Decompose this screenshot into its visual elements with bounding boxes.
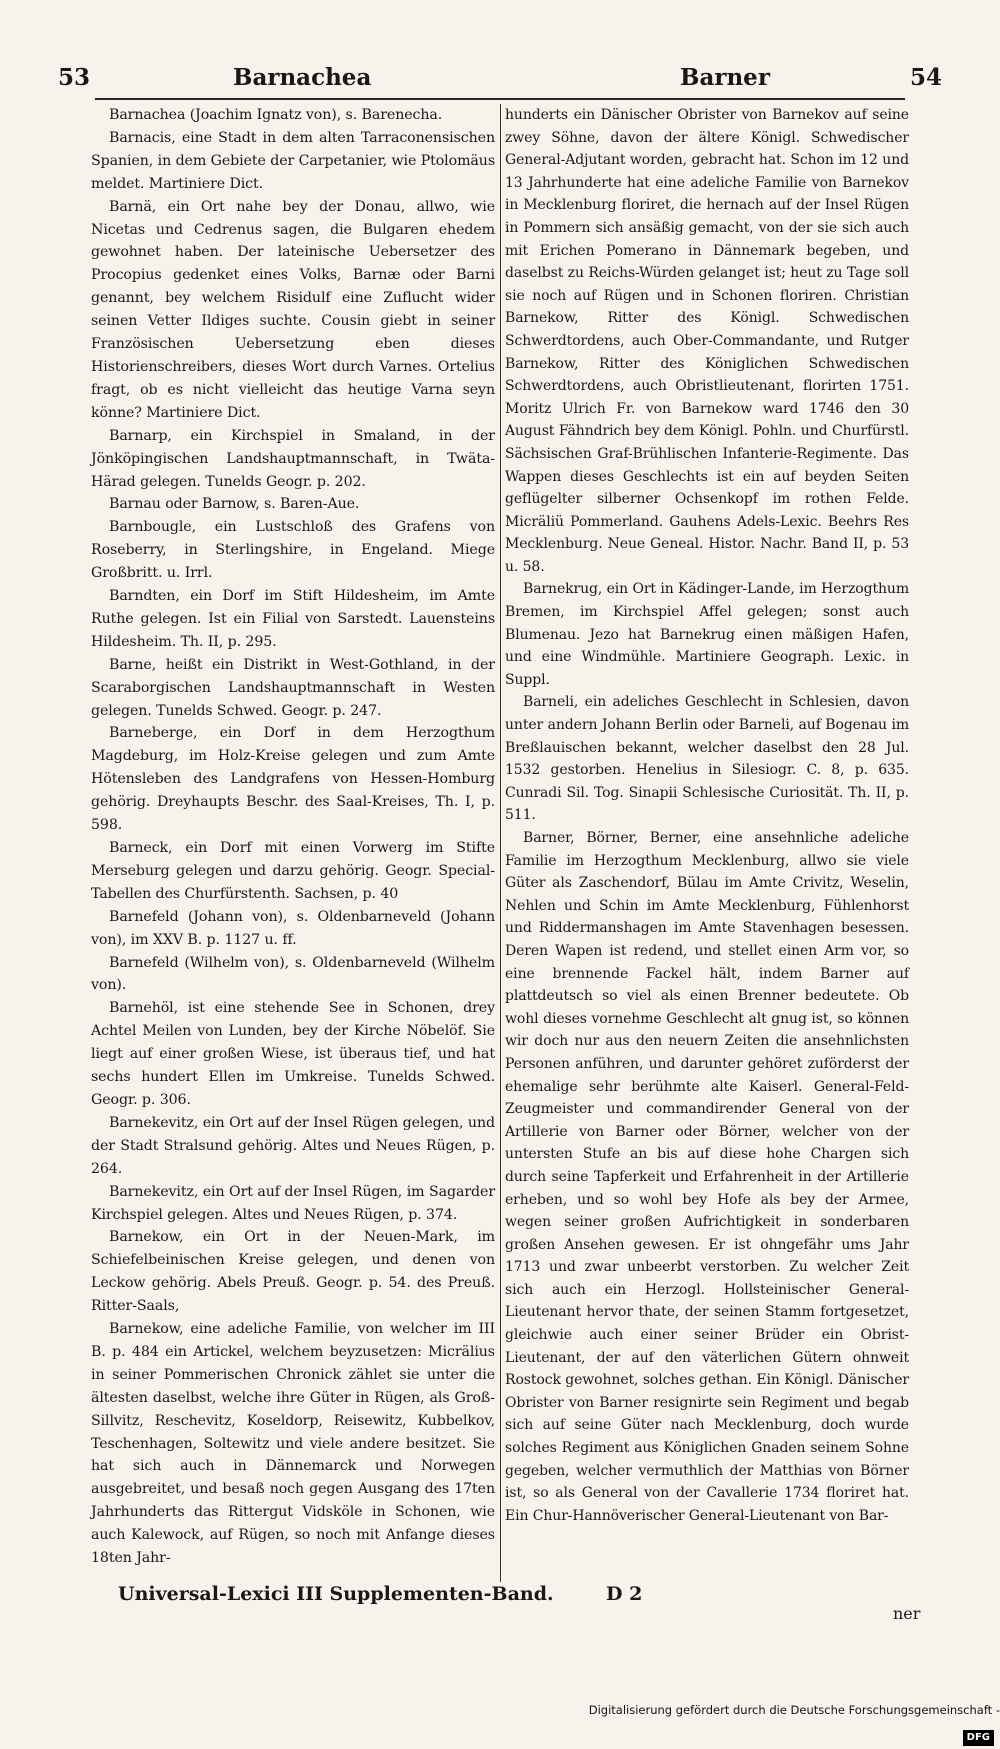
entry: Barneli, ein adeliches Geschlecht in Schlesien, davon unter andern Johann Berlin oder Barneli, auf Bogenau im Breßlauischen bekannt, welcher daselbst den 28 Jul. 1532 gestorben. Henelius in Silesiogr. C. 8, p. 635. Cunradi Sil. Tog. Sinapii Schlesische Curiosität. Th. II, p. 511. xyxy=(505,694,909,824)
volume-footer: Universal-Lexici III Supplementen-Band. xyxy=(118,1583,554,1605)
entry: Barnekevitz, ein Ort auf der Insel Rügen, im Sagarder Kirchspiel gelegen. Altes und Neues Rügen, p. 374. xyxy=(91,1183,495,1223)
page-number-left: 53 xyxy=(58,64,91,91)
dfg-logo-icon: DFG xyxy=(963,1730,994,1746)
entry: Barnä, ein Ort nahe bey der Donau, allwo, wie Nicetas und Cedrenus sagen, die Bulgaren ehedem gewohnet haben. Der lateinische Uebersetzer des Procopius gedenket eines Volks, Barnæ oder Barni genannt, bey welchem Risidulf eine Zuflucht wider seinen Vetter Ildiges suchte. Cousin giebt in seiner Französischen Uebersetzung eben dieses Historienschreibers, dieses Wort durch Varnes. Ortelius fragt, ob es nicht vielleicht das heutige Varna seyn könne? Martiniere Dict. xyxy=(91,198,495,421)
entry: Barnau oder Barnow, s. Baren-Aue. xyxy=(109,496,360,513)
credit-text: Digitalisierung gefördert durch die Deutsche Forschungsgemeinschaft - xyxy=(588,1703,1000,1717)
catchword: ner xyxy=(893,1604,921,1623)
entry: Barnefeld (Johann von), s. Oldenbarneveld (Johann von), im XXV B. p. 1127 u. ff. xyxy=(91,908,495,948)
header-rule xyxy=(95,98,905,100)
page-number-right: 54 xyxy=(909,64,942,91)
entry-continuation: hunderts ein Dänischer Obrister von Barnekov auf seine zwey Söhne, davon der ältere Königl. Schwedischer General-Adjutant worden, gebracht hat. Schon im 12 und 13 Jahrhunderte hat eine adeliche Familie von Barnekov in Mecklenburg floriret, die hernach auf der Insel Rügen in Pommern sich ansäßig gemacht, von der sie sich auch mit Erichen Pomerano in Dännemark begeben, und daselbst zu Reichs-Würden gelanget ist; heut zu Tage soll sie noch auf Rügen und in Schonen floriren. Christian Barnekow, Ritter des Königl. Schwedischen Schwerdtordens, auch Ober-Commandante, und Rutger Barnekow, Ritter des Königlichen Schwedischen Schwerdtordens, auch Obristlieutenant, florirten 1751. Moritz Ulrich Fr. von Barnekow ward 1746 den 30 August Fähndrich bey dem Königl. Pohln. und Churfürstl. Sächsischen Graf-Brühlischen Infanterie-Regimente. Das Wappen dieses Geschlechts ist ein auf beyden Seiten geflügelter silberner Ochsenkopf im rothen Felde. Micräliü Pommerland. Gauhens Adels-Lexic. Beehrs Res Mecklenburg. Neue Geneal. Histor. Nachr. Band II, p. 53 u. 58. xyxy=(505,107,909,575)
entry: Barnekow, ein Ort in der Neuen-Mark, im Schiefelbeinischen Kreise gelegen, und denen von Leckow gehörig. Abels Preuß. Geogr. p. 54. des Preuß. Ritter-Saals, xyxy=(91,1229,495,1315)
entry: Barnacis, eine Stadt in dem alten Tarraconensischen Spanien, in dem Gebiete der Carpetanier, wie Ptolomäus meldet. Martiniere Dict. xyxy=(91,129,495,192)
entry: Barneberge, ein Dorf in dem Herzogthum Magdeburg, im Holz-Kreise gelegen und zum Amte Hötensleben des Landgrafens von Hessen-Homburg gehörig. Dreyhaupts Beschr. des Saal-Kreises, Th. I, p. 598. xyxy=(91,725,495,834)
entry: Barnehöl, ist eine stehende See in Schonen, drey Achtel Meilen von Lunden, bey der Kirche Nöbelöf. Sie liegt auf einer großen Wiese, ist überaus tief, und hat sechs hundert Ellen im Umkreise. Tunelds Schwed. Geogr. p. 306. xyxy=(91,1000,495,1108)
column-divider xyxy=(500,104,501,1582)
entry: Barnachea (Joachim Ignatz von), s. Barenecha. xyxy=(109,107,443,123)
entry: Barndten, ein Dorf im Stift Hildesheim, im Amte Ruthe gelegen. Ist ein Filial von Sarstedt. Lauensteins Hildesheim. Th. II, p. 295. xyxy=(91,588,495,650)
digitization-credit xyxy=(570,1697,1000,1743)
entry: Barnekrug, ein Ort in Kädinger-Lande, im Herzogthum Bremen, im Kirchspiel Affel gelegen; sonst auch Blumenau. Jezo hat Barnekrug einen mäßigen Hafen, und eine Windmühle. Martiniere Geograph. Lexic. in Suppl. xyxy=(505,581,909,688)
entry: Barnbougle, ein Lustschloß des Grafens von Roseberry, in Sterlingshire, in Engeland. Miege Großbritt. u. Irrl. xyxy=(91,519,495,582)
running-title-left: Barnachea xyxy=(233,64,372,91)
entry: Barneck, ein Dorf mit einen Vorwerg im Stifte Merseburg gelegen und darzu gehörig. Geogr. Special-Tabellen des Churfürstenth. Sachsen, p. 40 xyxy=(91,840,495,902)
running-title-right: Barner xyxy=(680,64,770,91)
entry: Barnekow, eine adeliche Familie, von welcher im III B. p. 484 ein Artickel, welchem beyzusetzen: Micrälius in seiner Pommerischen Chronick zählet sie unter die ältesten daselbst, welche ihre Güter in Rügen, als Groß-Sillvitz, Reschevitz, Koseldorp, Reisewitz, Kubbelkov, Teschenhagen, Soltewitz und viele andere besitzet. Sie hat sich auch in Dännemarck und Norwegen ausgebreitet, und besaß noch gegen Ausgang des 17ten Jahrhunderts das Rittergut Vidsköle in Schonen, wie auch Kalewock, auf Rügen, so noch mit Anfange dieses 18ten Jahr- xyxy=(91,1321,495,1567)
signature-mark: D 2 xyxy=(606,1583,643,1605)
left-column xyxy=(91,104,495,1584)
page-header xyxy=(58,58,942,98)
right-column xyxy=(505,104,909,1584)
entry: Barnekevitz, ein Ort auf der Insel Rügen gelegen, und der Stadt Stralsund gehörig. Altes und Neues Rügen, p. 264. xyxy=(91,1114,495,1177)
entry: Barnarp, ein Kirchspiel in Smaland, in der Jönköpingischen Landshauptmannschaft, in Twäta-Härad gelegen. Tunelds Geogr. p. 202. xyxy=(91,427,495,490)
entry: Barnefeld (Wilhelm von), s. Oldenbarneveld (Wilhelm von). xyxy=(91,954,495,994)
entry: Barner, Börner, Berner, eine ansehnliche adeliche Familie im Herzogthum Mecklenburg, allwo sie viele Güter als Zaschendorf, Bülau im Amte Crivitz, Weselin, Nehlen und Schin im Amte Mecklenburg, Fühlenhorst und Riddermanshagen im Amte Stavenhagen besessen. Deren Wapen ist redend, und stellet einen Arm vor, so eine brennende Fackel hält, indem Barner auf plattdeutsch so viel als einen Brenner bedeutete. Ob wohl dieses vornehme Geschlecht alt gnug ist, so können wir doch nur aus den neuern Zeiten die ansehnlichsten Personen anführen, und darunter gehöret zuförderst der ehemalige sehr berühmte alte Kaiserl. General-Feld-Zeugmeister und commandirender General von der Artillerie von Barner oder Börner, welcher von der untersten Stufe an bis auf diese hohe Chargen sich durch seine Tapferkeit und Erfahrenheit in der Artillerie erheben, und so wohl bey Hofe als bey der Armee, wegen seiner großen Aufrichtigkeit in sonderbaren großen Ansehen gewesen. Er ist ohngefähr ums Jahr 1713 und zwar unbeerbt verstorben. Zu welcher Zeit sich auch ein Herzogl. Hollsteinischer General-Lieutenant hervor thate, der seinen Stamm fortgesetzet, gleichwie auch einer seiner Brüder ein Obrist-Lieutenant, der auf den väterlichen Gütern ohnweit Rostock gewohnet, solches gethan. Ein Königl. Dänischer Obrister von Barner resignirte sein Regiment und begab sich auf seine Güter nach Mecklenburg, doch wurde solches Regiment aus Königlichen Gnaden seinem Sohne gegeben, welcher vermuthlich der Matthias von Börner ist, so als General von der Cavallerie 1734 floriret hat. Ein Chur-Hannöverischer General-Lieutenant von Bar- xyxy=(505,830,909,1524)
entry: Barne, heißt ein Distrikt in West-Gothland, in der Scaraborgischen Landshauptmannschaft in Westen gelegen. Tunelds Schwed. Geogr. p. 247. xyxy=(91,656,495,719)
